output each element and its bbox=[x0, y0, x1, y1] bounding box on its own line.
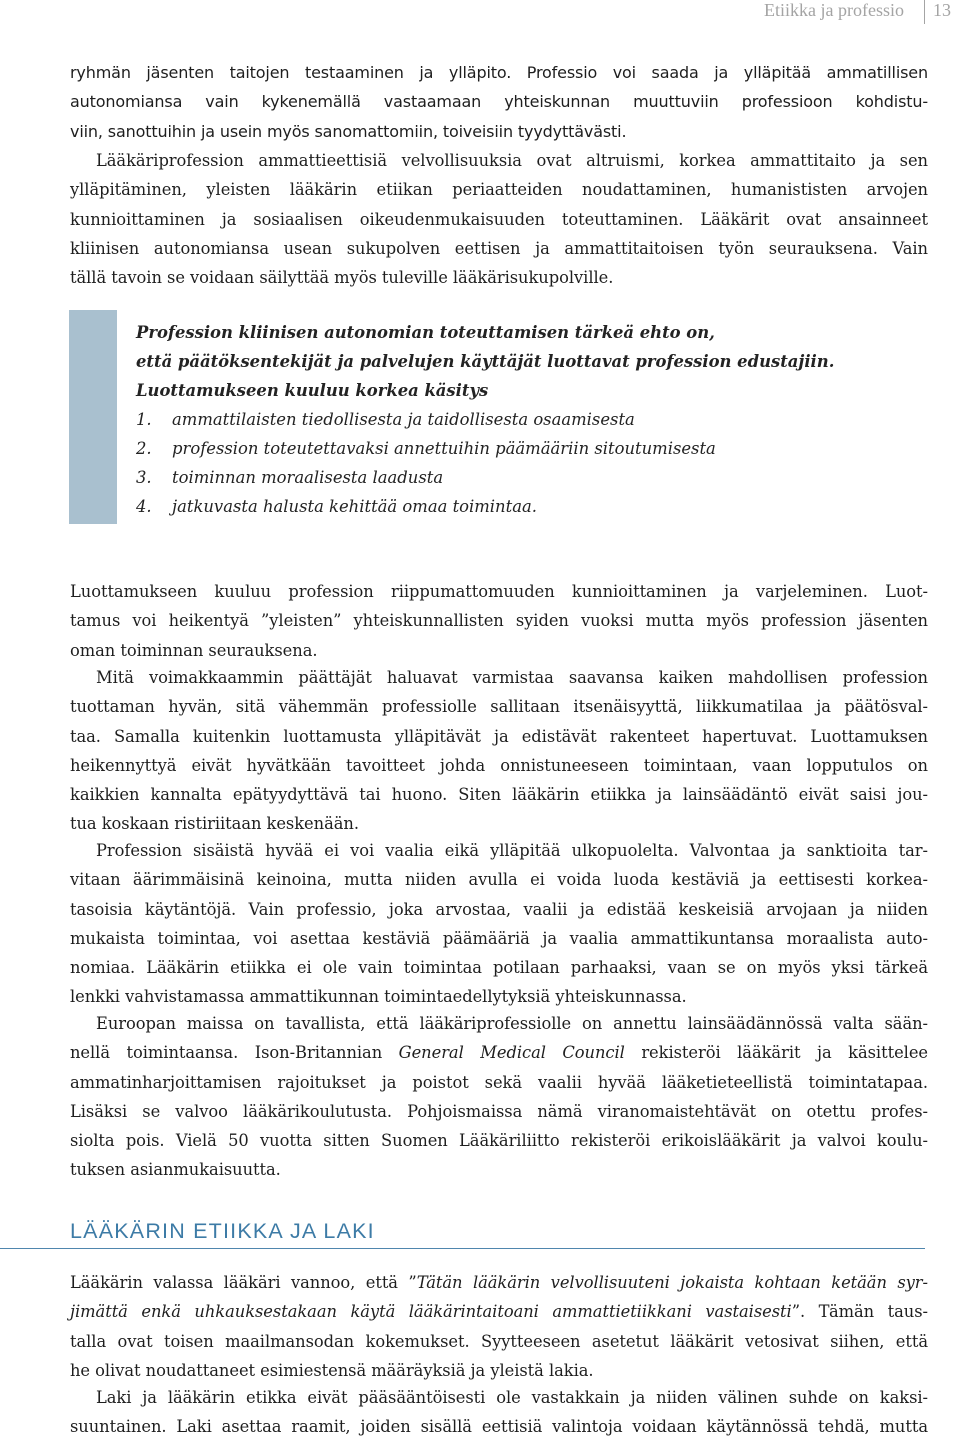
text-line: tamus voi heikentyä ”yleisten” yhteiskunnallisten syiden vuoksi mutta myös profession jäsenten bbox=[70, 611, 928, 631]
text-line: nomiaa. Lääkärin etiikka ei ole vain toimintaa potilaan parhaaksi, vaan se on myös yksi tärkeä bbox=[70, 958, 928, 978]
callout-box bbox=[136, 318, 936, 521]
text-line: suuntainen. Laki asettaa raamit, joiden sisällä eettisiä valintoja voidaan käytännössä tehdä, mutta bbox=[70, 1417, 928, 1437]
text-line: ryhmän jäsenten taitojen testaaminen ja ylläpito. Professio voi saada ja ylläpitää ammatillisen bbox=[70, 63, 928, 82]
text-line: Laki ja lääkärin etikka eivät pääsääntöisesti ole vastakkain ja niiden välinen suhde on kaksi- bbox=[96, 1388, 928, 1407]
paragraph-ethical-duties bbox=[70, 146, 928, 292]
running-header bbox=[0, 0, 960, 26]
callout-line: Luottamukseen kuuluu korkea käsitys bbox=[136, 381, 489, 400]
text-line: taa. Samalla kuitenkin luottamusta ylläpitävät ja edistävät rakenteet hapertuvat. Luottamuksen bbox=[70, 726, 928, 746]
list-text: ammattilaisten tiedollisesta ja taidollisesta osaamisesta bbox=[172, 410, 635, 429]
text-line: ammatinharjoittamisen rajoitukset ja poistot sekä vaalii hyvää lääketieteellistä toimintatapaa. bbox=[70, 1072, 928, 1092]
section-heading: LÄÄKÄRIN ETIIKKA JA LAKI bbox=[70, 1219, 375, 1243]
text-line: siolta pois. Vielä 50 vuotta sitten Suomen Lääkäriliitto rekisteröi erikoislääkärit ja valvoi koulu- bbox=[70, 1131, 928, 1151]
text-run: Lääkärin valassa lääkäri vannoo, että ” bbox=[70, 1273, 417, 1292]
text-line: mukaista toimintaa, voi asettaa kestäviä päämääriä ja vaalia ammattikuntansa moraalista auto- bbox=[70, 928, 928, 948]
list-number: 4. bbox=[136, 497, 152, 516]
list-number: 3. bbox=[136, 468, 152, 487]
paragraph-law-and-ethics bbox=[70, 1383, 928, 1442]
text-line: ylläpitäminen, yleisten lääkärin etiikan periaatteiden noudattaminen, humanististen arvojen bbox=[70, 180, 928, 200]
italic-quote: jimättä enkä uhkauksestakaan käytä lääkärintaitoani ammattietiikkani vastaisesti bbox=[70, 1302, 792, 1322]
text-line: oman toiminnan seurauksena. bbox=[70, 640, 318, 660]
italic-term: General Medical Council bbox=[398, 1043, 625, 1063]
text-line: Luottamukseen kuuluu profession riippumattomuuden kunnioittaminen ja varjeleminen. Luot- bbox=[70, 582, 928, 601]
text-line: tua koskaan ristiriitaan keskenään. bbox=[70, 814, 359, 834]
paragraph-europe bbox=[70, 1009, 928, 1185]
list-number: 2. bbox=[136, 439, 152, 458]
section-divider bbox=[0, 1248, 925, 1249]
text-run: rekisteröi lääkärit ja käsittelee bbox=[624, 1043, 928, 1063]
callout-list-item bbox=[136, 463, 936, 492]
text-line: heikennyttyä eivät hyvätkään tavoitteet johda onnistuneeseen toimintaan, vaan lopputulos on bbox=[70, 755, 928, 775]
list-text: profession toteutettavaksi annettuihin päämääriin sitoutumisesta bbox=[172, 439, 716, 458]
running-title: Etiikka ja professio bbox=[764, 0, 904, 20]
text-line bbox=[70, 1268, 928, 1297]
text-line: Lisäksi se valvoo lääkärikoulutusta. Pohjoismaissa nämä viranomaistehtävät on otettu profes- bbox=[70, 1101, 928, 1121]
page-number: 13 bbox=[933, 0, 951, 20]
text-line: tuottaman hyvän, sitä vähemmän professiolle sallitaan itsenäisyyttä, liikkumatilaa ja päätösval- bbox=[70, 697, 928, 717]
text-line: Profession sisäistä hyvää ei voi vaalia eikä ylläpitää ulkopuolelta. Valvontaa ja sanktioita tar- bbox=[96, 841, 928, 860]
text-line: kunnioittaminen ja sosiaalisen oikeudenmukaisuuden toteuttaminen. Lääkärit ovat ansainneet bbox=[70, 209, 928, 229]
text-line: tasoisia käytäntöjä. Vain professio, joka arvostaa, vaalii ja edistää keskeisiä arvojaan ja niiden bbox=[70, 899, 928, 919]
list-text: jatkuvasta halusta kehittää omaa toimintaa. bbox=[172, 497, 537, 516]
callout-line: Profession kliinisen autonomian toteuttamisen tärkeä ehto on, bbox=[136, 323, 715, 342]
paragraph-trust bbox=[70, 577, 928, 665]
header-divider bbox=[924, 0, 925, 24]
callout-list-item bbox=[136, 405, 936, 434]
paragraph-intro bbox=[70, 58, 928, 146]
text-run: ”. Tämän taus- bbox=[791, 1302, 928, 1322]
text-line: Lääkäriprofession ammattieettisiä velvollisuuksia ovat altruismi, korkea ammattitaito ja sen bbox=[96, 151, 928, 170]
text-line: Mitä voimakkaammin päättäjät haluavat varmistaa saavansa kaiken mahdollisen profession bbox=[96, 668, 928, 687]
callout-list-item bbox=[136, 492, 936, 521]
callout-line: että päätöksentekijät ja palvelujen käyttäjät luottavat profession edustajiin. bbox=[136, 352, 835, 371]
text-line: lenkki vahvistamassa ammattikunnan toimintaedellytyksiä yhteiskunnassa. bbox=[70, 987, 687, 1007]
text-line: tuksen asianmukaisuutta. bbox=[70, 1160, 281, 1180]
paragraph-decision-makers bbox=[70, 663, 928, 839]
italic-quote: Tätän lääkärin velvollisuuteni jokaista kohtaan ketään syr- bbox=[416, 1273, 928, 1292]
text-line bbox=[70, 1297, 928, 1326]
text-line bbox=[70, 1038, 928, 1067]
text-line: autonomiansa vain kykenemällä vastaamaan yhteiskunnan muuttuviin professioon kohdistu- bbox=[70, 92, 928, 112]
list-text: toiminnan moraalisesta laadusta bbox=[172, 468, 444, 487]
text-line: kliinisen autonomiansa usean sukupolven eettisen ja ammattitaitoisen työn seurauksena. Vain bbox=[70, 238, 928, 258]
text-line: he olivat noudattaneet esimiestensä määräyksiä ja yleistä lakia. bbox=[70, 1360, 594, 1380]
callout-list-item bbox=[136, 434, 936, 463]
paragraph-internal-good bbox=[70, 836, 928, 1012]
text-line: kaikkien kannalta epätyydyttävä tai huono. Siten lääkärin etiikka ja lainsäädäntö eivät saisi jou- bbox=[70, 785, 928, 805]
text-line: tällä tavoin se voidaan säilyttää myös tuleville lääkärisukupolville. bbox=[70, 268, 614, 288]
callout-accent-bar bbox=[69, 310, 117, 524]
list-number: 1. bbox=[136, 410, 152, 429]
paragraph-oath bbox=[70, 1268, 928, 1385]
text-line: talla ovat toisen maailmansodan kokemukset. Syytteeseen asetetut lääkärit vetosivat siihen, että bbox=[70, 1331, 928, 1351]
text-line: vitaan äärimmäisinä keinoina, mutta niiden avulla ei voida luoda kestäviä ja eettisesti korkea- bbox=[70, 870, 928, 890]
text-line: Euroopan maissa on tavallista, että lääkäriprofessiolle on annettu lainsäädännössä valta sään- bbox=[96, 1014, 928, 1033]
text-run: nellä toimintaansa. Ison-Britannian bbox=[70, 1043, 399, 1063]
text-line: viin, sanottuihin ja usein myös sanomattomiin, toiveisiin tyydyttävästi. bbox=[70, 121, 627, 141]
